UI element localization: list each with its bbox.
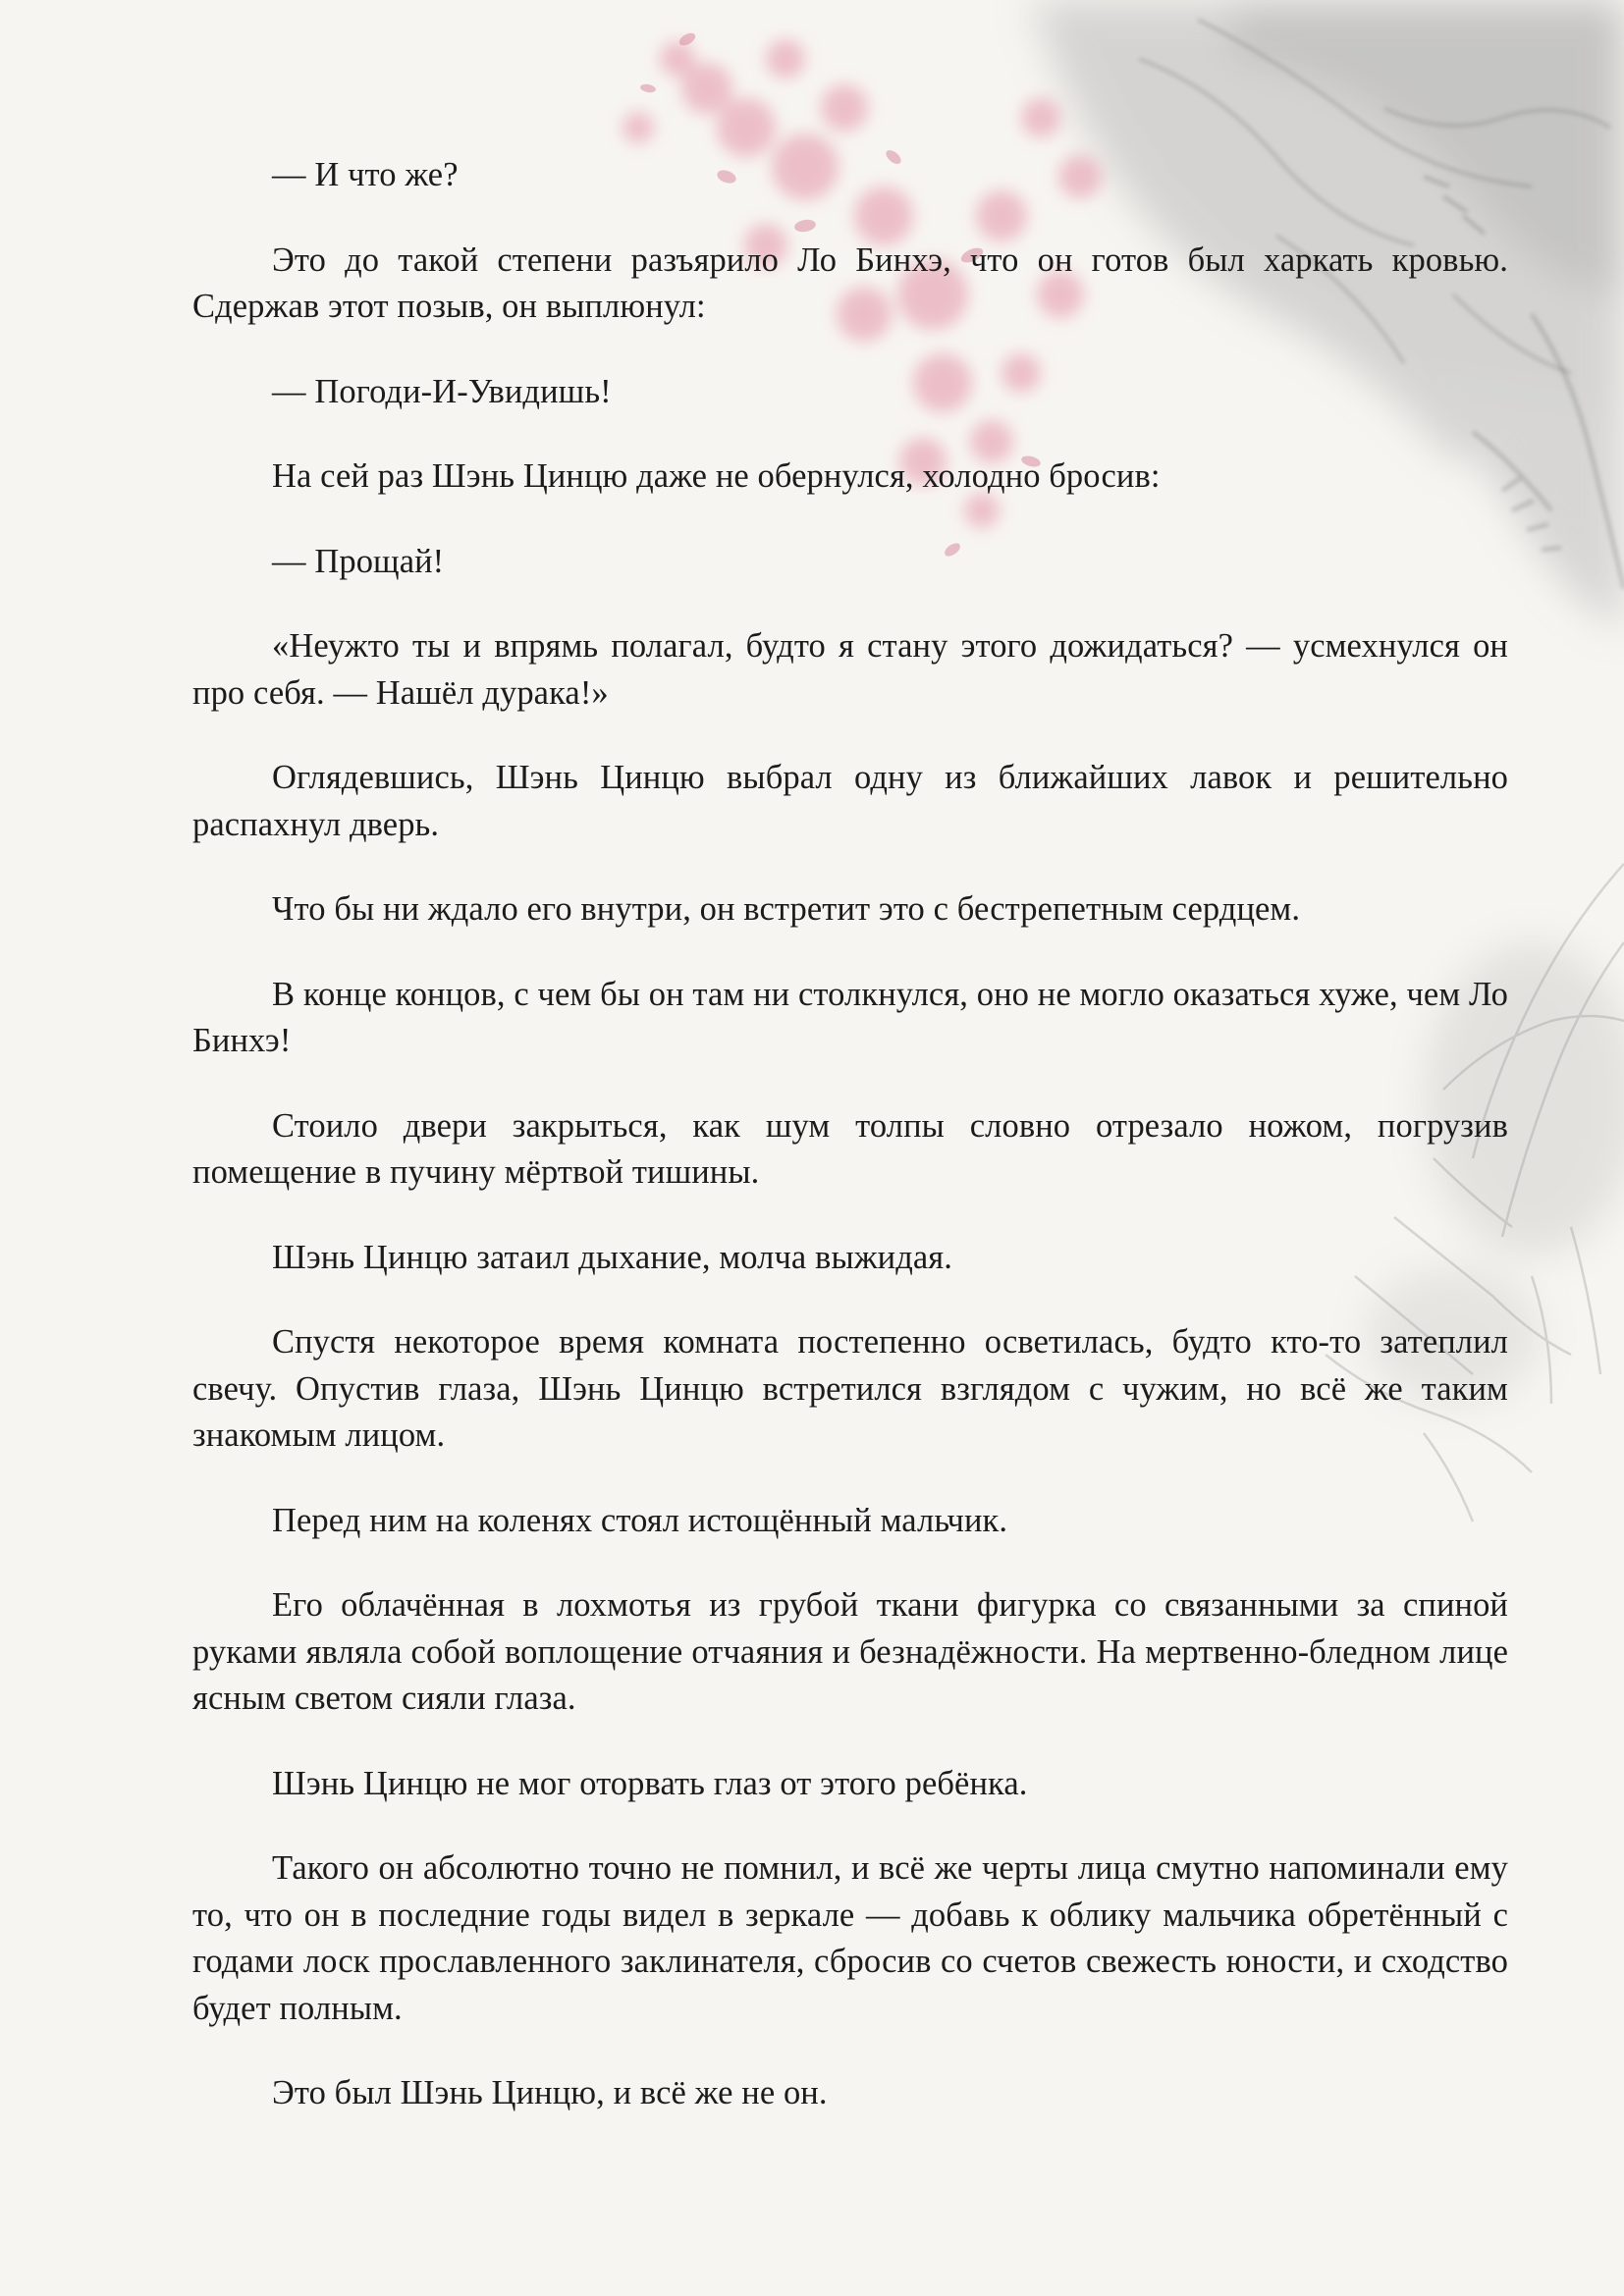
paragraph: — И что же? [272, 156, 459, 193]
paragraph: В конце концов, с чем бы он там ни столкнулся, оно не могло оказаться хуже, чем Ло Бинхэ! [192, 975, 1508, 1059]
paragraph: Шэнь Цинцю затаил дыхание, молча выжидая. [272, 1238, 952, 1276]
paragraph: Шэнь Цинцю не мог оторвать глаз от этого ребёнка. [272, 1764, 1028, 1802]
paragraph: На сей раз Шэнь Цинцю даже не обернулся, холодно бросив: [272, 457, 1161, 495]
paragraph: Его облачённая в лохмотья из грубой ткани фигурка со связанными за спиной руками являла собой воплощение отчаяния и безнадёжности. На мертвенно-бледном лице ясным светом сияли глаза. [192, 1586, 1508, 1717]
paragraph: — Прощай! [272, 542, 445, 580]
paragraph: Это был Шэнь Цинцю, и всё же не он. [272, 2074, 828, 2111]
paragraph: Это до такой степени разъярило Ло Бинхэ, что он готов был харкать кровью. Сдержав этот позыв, он выплюнул: [192, 240, 1508, 325]
paragraph: — Погоди-И-Увидишь! [272, 372, 612, 410]
paragraph: Такого он абсолютно точно не помнил, и всё же черты лица смутно напоминали ему то, что он в последние годы видел в зеркале — добавь к облику мальчика обретённый с годами лоск прославленного заклинателя, сбросив со счетов свежесть юности, и сходство будет полным. [192, 1849, 1508, 2027]
paragraph: Стоило двери закрыться, как шум толпы словно отрезало ножом, погрузив помещение в пучину мёртвой тишины. [192, 1106, 1508, 1191]
document-body [192, 152, 1508, 2156]
paragraph: Перед ним на коленях стоял истощённый мальчик. [272, 1501, 1008, 1539]
paragraph: Спустя некоторое время комната постепенно осветилась, будто кто-то затеплил свечу. Опустив глаза, Шэнь Цинцю встретился взглядом с чужим, но всё же таким знакомым лицом. [192, 1323, 1508, 1454]
paragraph: Что бы ни ждало его внутри, он встретит это с бестрепетным сердцем. [272, 890, 1301, 928]
paragraph: Оглядевшись, Шэнь Цинцю выбрал одну из ближайших лавок и решительно распахнул дверь. [192, 759, 1508, 843]
paragraph: «Неужто ты и впрямь полагал, будто я стану этого дожидаться? — усмехнулся он про себя. — Нашёл дурака!» [192, 627, 1508, 712]
